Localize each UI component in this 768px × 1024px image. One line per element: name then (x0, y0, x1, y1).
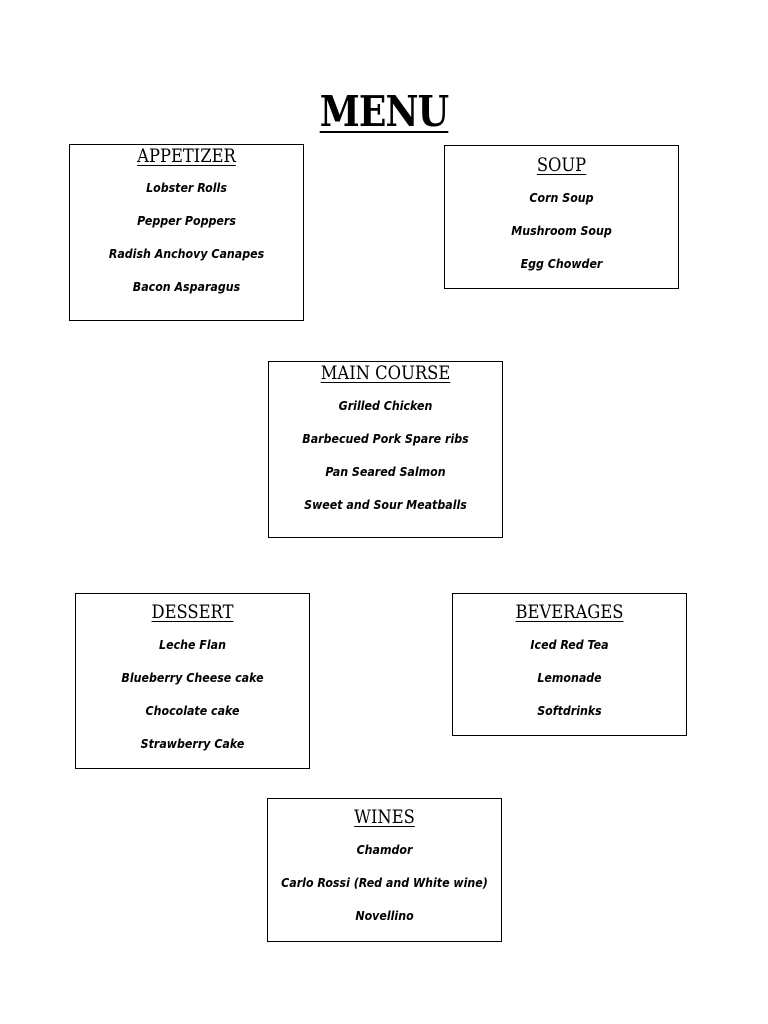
appetizer-heading: APPETIZER (137, 145, 236, 167)
menu-item: Chamdor (356, 843, 413, 857)
menu-item: Grilled Chicken (338, 399, 433, 413)
menu-item: Softdrinks (537, 704, 602, 718)
menu-item: Chocolate cake (145, 704, 240, 718)
menu-item: Barbecued Pork Spare ribs (302, 432, 469, 446)
menu-item: Blueberry Cheese cake (121, 671, 264, 685)
soup-section (444, 145, 679, 289)
soup-heading: SOUP (536, 154, 587, 176)
appetizer-list (70, 181, 303, 313)
page-title: MENU (319, 87, 449, 137)
dessert-section (75, 593, 310, 769)
menu-item: Radish Anchovy Canapes (108, 247, 265, 261)
dessert-heading: DESSERT (151, 601, 234, 623)
menu-item: Pepper Poppers (137, 214, 236, 228)
menu-item: Corn Soup (529, 191, 594, 205)
beverages-section (452, 593, 687, 736)
beverages-heading: BEVERAGES (515, 601, 624, 623)
menu-item: Strawberry Cake (140, 737, 245, 751)
menu-item: Mushroom Soup (511, 224, 612, 238)
menu-item: Lobster Rolls (146, 181, 227, 195)
menu-item: Bacon Asparagus (132, 280, 241, 294)
menu-item: Pan Seared Salmon (325, 465, 446, 479)
beverages-list (453, 638, 686, 737)
dessert-list (76, 638, 309, 770)
main-course-heading: MAIN COURSE (320, 362, 451, 384)
menu-item: Iced Red Tea (530, 638, 609, 652)
menu-item: Lemonade (537, 671, 602, 685)
main-course-section (268, 361, 503, 538)
menu-item: Novellino (355, 909, 414, 923)
menu-item: Egg Chowder (520, 257, 603, 271)
menu-item: Carlo Rossi (Red and White wine) (281, 876, 488, 890)
menu-item: Leche Flan (159, 638, 226, 652)
wines-section (267, 798, 502, 942)
wines-list (268, 843, 501, 942)
main-course-list (269, 399, 502, 531)
menu-item: Sweet and Sour Meatballs (304, 498, 467, 512)
appetizer-section (69, 144, 304, 321)
wines-heading: WINES (354, 806, 415, 828)
soup-list (445, 191, 678, 290)
